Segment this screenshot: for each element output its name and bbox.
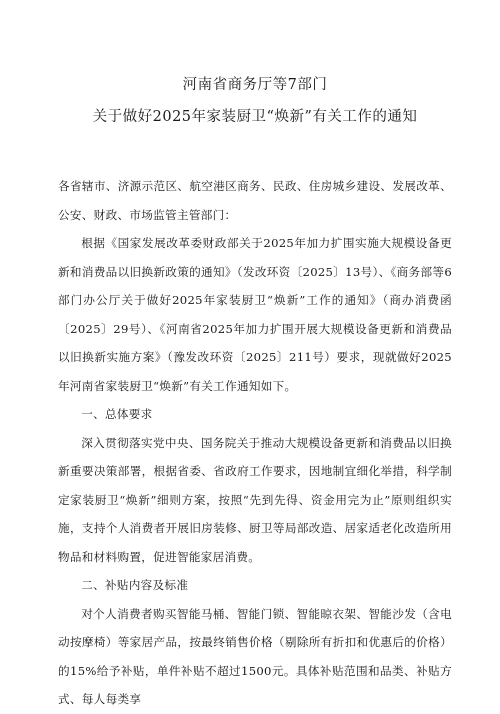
title-subject: 关于做好2025年家装厨卫“焕新”有关工作的通知 [92,109,418,125]
paragraph-general-requirements: 深入贯彻落实党中央、国务院关于推动大规模设备更新和消费品以旧换新重要决策部署，根据省委、省政府工作要求，因地制宜细化举措，科学制定家装厨卫“焕新”细则方案，按照“先到先得、资金用完为止”原则组织实施，支持个人消费者开展旧房装修、厨卫等局部改造、居家适老化改造所用物品和材料购置，促进智能家居消费。 [58,435,452,564]
salutation: 各省辖市、济源示范区、航空港区商务、民政、住房城乡建设、发展改革、公安、财政、市场监管主管部门： [58,179,452,222]
paragraph-basis: 根据《国家发展改革委财政部关于2025年加力扩围实施大规模设备更新和消费品以旧换新政策的通知》（发改环资〔2025〕13号）、《商务部等6部门办公厅关于做好2025年家装厨卫“焕新”工作的通知》（商办消费函〔2025〕29号）、《河南省2025年加力扩围开展大规模设备更新和消费品以旧换新实施方案》（豫发改环资〔2025〕211号）要求，现就做好2025年河南省家装厨卫“焕新”有关工作通知如下。 [58,236,452,393]
heading-general-requirements: 一、总体要求 [81,407,153,421]
document-body [58,172,452,714]
title-issuer: 河南省商务厅等7部门 [182,77,328,93]
paragraph-subsidy-content: 对个人消费者购买智能马桶、智能门锁、智能晾衣架、智能沙发（含电动按摩椅）等家居产品，按最终销售价格（剔除所有折扣和优惠后的价格）的15%给予补贴，单件补贴不超过1500元。具体补贴范围和品类、补贴方式、每人每类享 [58,606,452,706]
heading-subsidy-content: 二、补贴内容及标准 [81,578,189,592]
document-title [58,72,452,130]
